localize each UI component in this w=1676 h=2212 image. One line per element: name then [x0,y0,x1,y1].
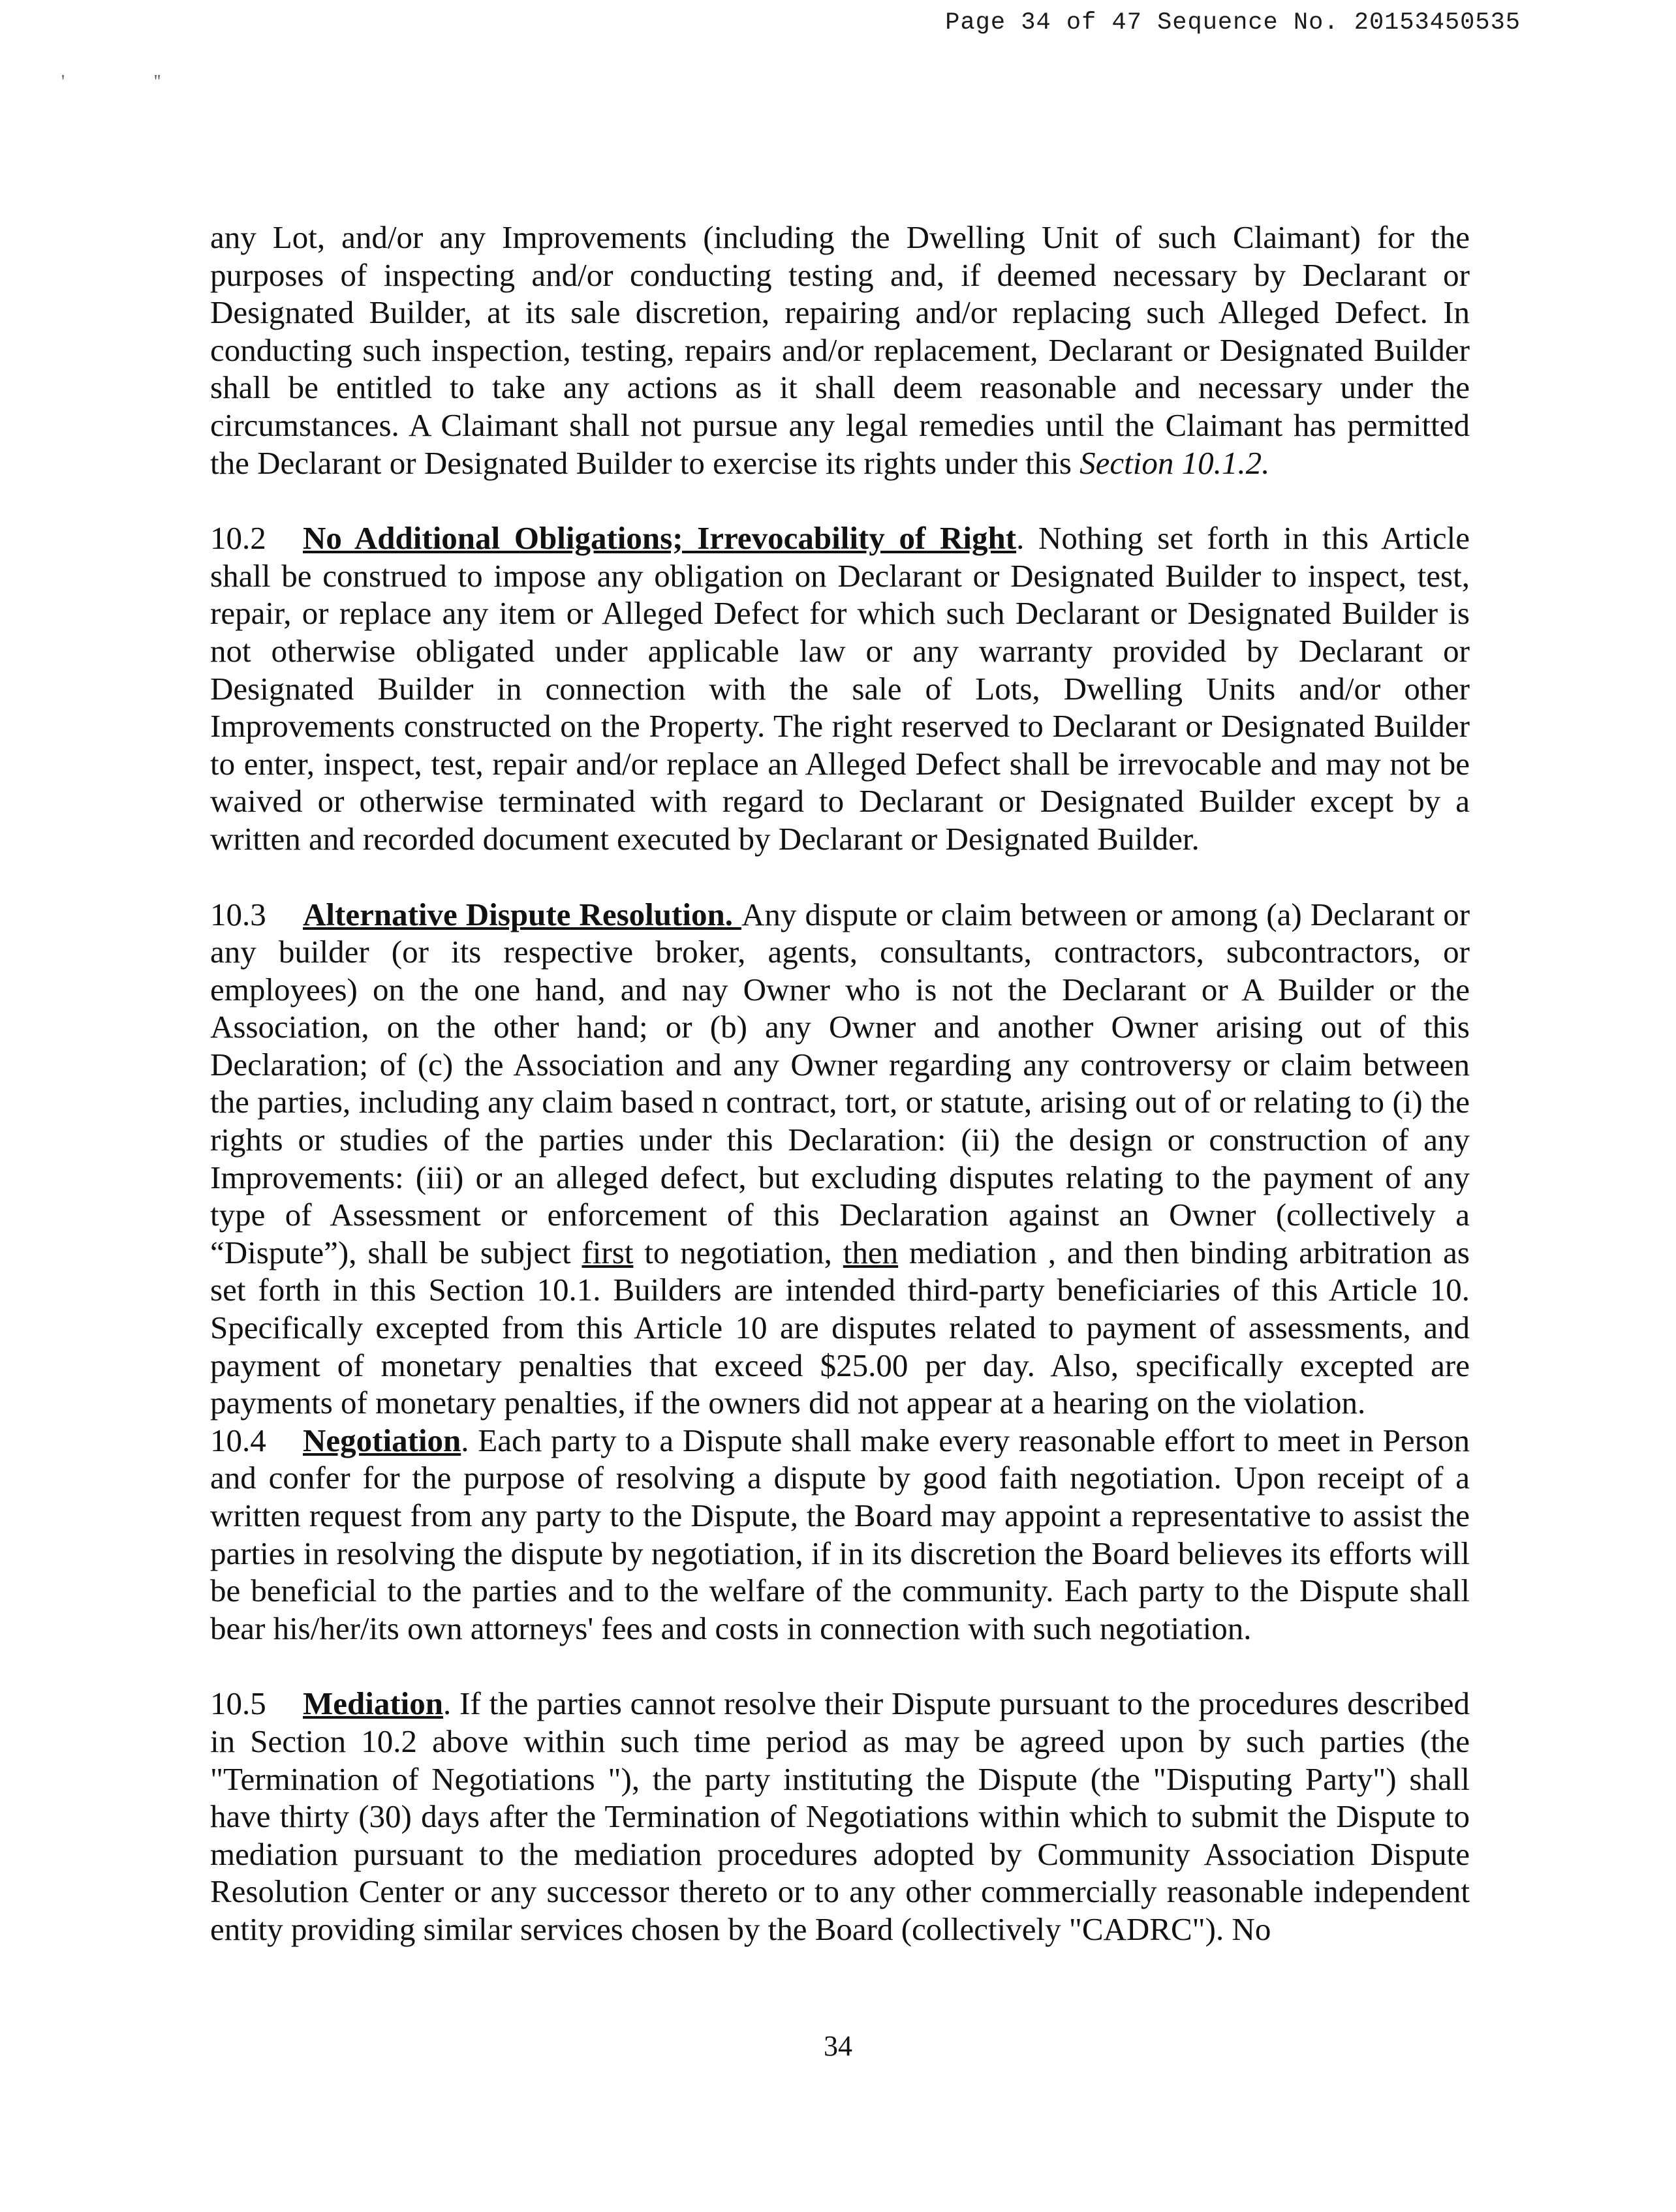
paragraph-gap [210,482,1470,519]
section-10-2 [210,519,1470,857]
section-10-3 [210,896,1470,1422]
section-heading: Alternative Dispute Resolution. [303,896,742,932]
section-body: mediation , and then binding arbitration as set forth in this Section 10.1. Builders are intended third-party beneficiaries of this Article 10. Specifically excepted from this Article 10 are disputes related to payment of assessments, and payment of monetary penalties that exceed $25.00 per day. Also, specifically excepted are payments of monetary penalties, if the owners did not appear at a hearing on the violation. [210,1234,1470,1421]
heading-period: . [461,1422,469,1458]
underlined-word-first: first [582,1234,634,1270]
underlined-word-then: then [843,1234,899,1270]
section-10-4 [210,1422,1470,1648]
page-number: 34 [824,2030,852,2062]
section-number: 10.3 [210,896,266,932]
heading-period: . [443,1685,452,1722]
paragraph-text: any Lot, and/or any Improvements (including the Dwelling Unit of such Claimant) for the purposes of inspecting and/or conducting testing and, if deemed necessary by Declarant or Designated Builder, at its sale discretion, repairing and/or replacing such Alleged Defect. In conducting such inspection, testing, repairs and/or replacement, Declarant or Designated Builder shall be entitled to take any actions as it shall deem reasonable and necessary under the circumstances. A Claimant shall not pursue any legal remedies until the Claimant has permitted the Declarant or Designated Builder to exercise its rights under this [210,219,1470,481]
section-number: 10.2 [210,520,266,557]
section-heading: Negotiation [303,1422,461,1458]
section-number: 10.4 [210,1422,266,1458]
section-heading: No Additional Obligations; Irrevocability of Right [303,520,1017,557]
section-body: Each party to a Dispute shall make every reasonable effort to meet in Person and confer for the purpose of resolving a dispute by good faith negotiation. Upon receipt of a written request from any party to the Dispute, the Board may appoint a representative to assist the parties in resolving the dispute by negotiation, if in its discretion the Board believes its efforts will be beneficial to the parties and to the welfare of the community. Each party to the Dispute shall bear his/her/its own attorneys' fees and costs in connection with such negotiation. [210,1422,1470,1646]
section-body: Any dispute or claim between or among (a) Declarant or any builder (or its respective broker, agents, consultants, contractors, subcontractors, or employees) on the one hand, and nay Owner who is not the Declarant or A Builder or the Association, on the other hand; or (b) any Owner and another Owner arising out of this Declaration; of (c) the Association and any Owner regarding any controversy or claim between the parties, including any claim based n contract, tort, or statute, arising out of or relating to (i) the rights or studies of the parties under this Declaration: (ii) the design or construction of any Improvements: (iii) or an alleged defect, but excluding disputes relating to the payment of any type of Assessment or enforcement of this Declaration against an Owner (collectively a “Dispute”), shall be subject [210,896,1470,1270]
page-sequence-header: Page 34 of 47 Sequence No. 20153450535 [945,9,1521,37]
heading-period: . [1016,520,1025,557]
section-body: Nothing set forth in this Article shall be construed to impose any obligation on Declarant or Designated Builder to inspect, test, repair, or replace any item or Alleged Defect for which such Declarant or Designated Builder is not otherwise obligated under applicable law or any warranty provided by Declarant or Designated Builder in connection with the sale of Lots, Dwelling Units and/or other Improvements constructed on the Property. The right reserved to Declarant or Designated Builder to enter, inspect, test, repair and/or replace an Alleged Defect shall be irrevocable and may not be waived or otherwise terminated with regard to Declarant or Designated Builder except by a written and recorded document executed by Declarant or Designated Builder. [210,520,1470,857]
paragraph-gap [210,1647,1470,1685]
document-body [210,219,1470,1948]
section-number: 10.5 [210,1685,266,1722]
continuation-paragraph [210,219,1470,482]
section-heading: Mediation [303,1685,444,1722]
section-10-5 [210,1685,1470,1948]
section-reference: Section 10.1.2. [1079,444,1270,481]
scan-mark-right: '' [154,72,161,92]
section-body: If the parties cannot resolve their Dispute pursuant to the procedures described in Section 10.2 above within such time period as may be agreed upon by such parties (the "Termination of Negotiations "), the party instituting the Dispute (the "Disputing Party") shall have thirty (30) days after the Termination of Negotiations within which to submit the Dispute to mediation pursuant to the mediation procedures adopted by Community Association Dispute Resolution Center or any successor thereto or to any other commercially reasonable independent entity providing similar services chosen by the Board (collectively "CADRC"). No [210,1685,1470,1947]
scan-mark-left: ' [61,72,65,92]
paragraph-gap [210,858,1470,896]
section-body: to negotiation, [633,1234,843,1270]
